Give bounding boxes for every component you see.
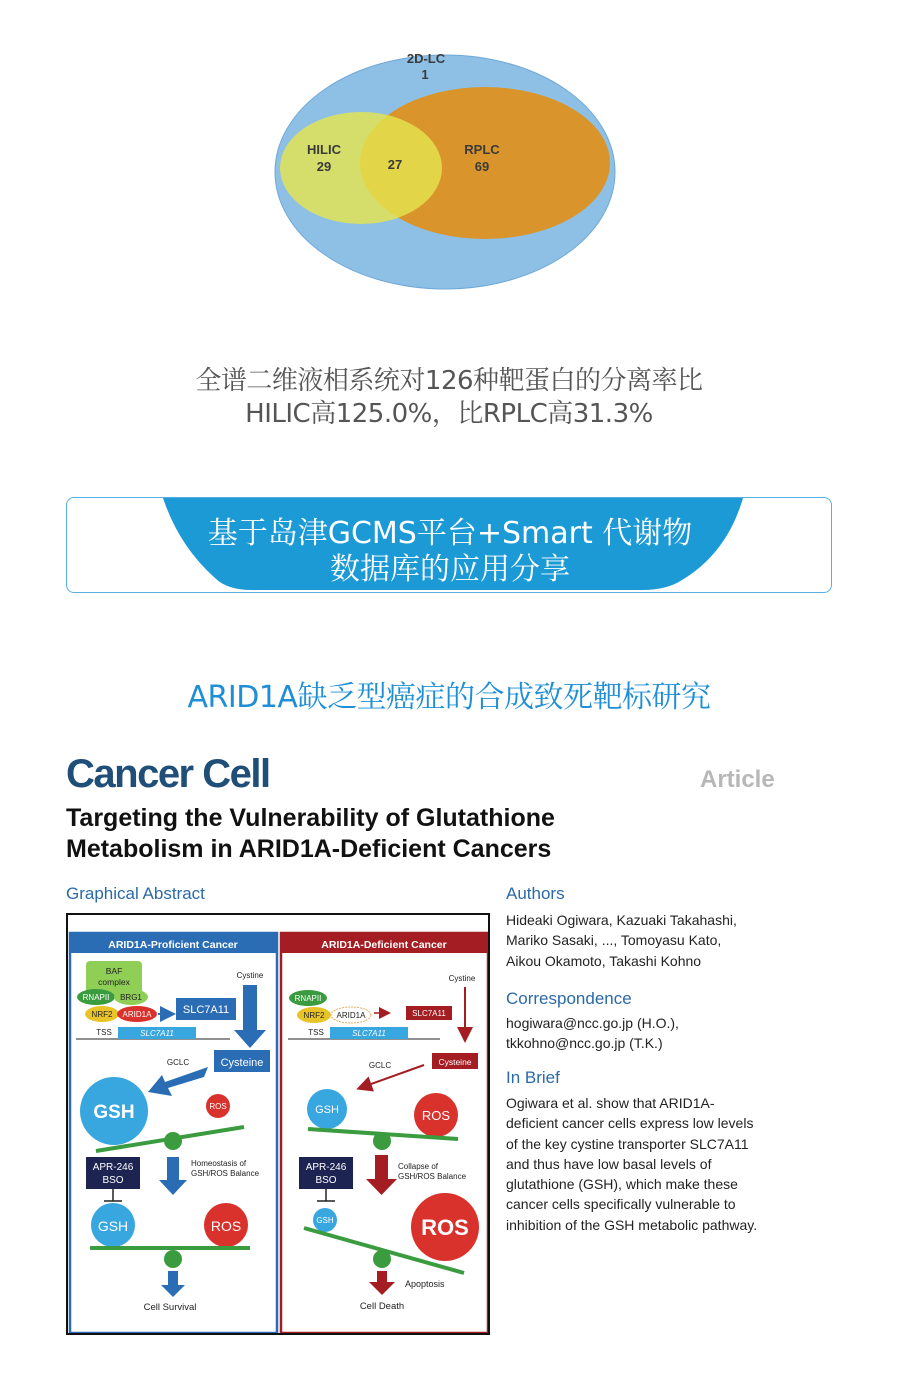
graphical-abstract (66, 913, 490, 1335)
journal-name: Cancer Cell (66, 752, 270, 796)
in-brief-line: and thus have low basal levels of (506, 1155, 712, 1172)
apr246-label-def: APR-246 (305, 1162, 347, 1173)
cysteine-label: Cysteine (220, 1057, 264, 1069)
deficient-title: ARID1A-Deficient Cancer (321, 939, 447, 951)
caption-line-2: HILIC高125.0%，比RPLC高31.3% (245, 399, 653, 429)
deficient-panel (281, 933, 488, 1333)
banner-line-1: 基于岛津GCMS平台+Smart 代谢物 (207, 516, 693, 551)
rnapii-label: RNAPII (82, 993, 110, 1002)
fulcrum-def (373, 1132, 391, 1150)
authors-heading: Authors (506, 884, 565, 903)
cystine-arrow (234, 985, 266, 1048)
ros-label-mid: ROS (210, 1218, 242, 1234)
arid1a-label: ARID1A (122, 1010, 152, 1019)
homeostasis-arrow (159, 1157, 187, 1195)
nrf2-label-def: NRF2 (303, 1011, 325, 1020)
paper-title-line-2: Metabolism in ARID1A-Deficient Cancers (66, 835, 552, 863)
slc7a11-gene-label: SLC7A11 (140, 1029, 174, 1038)
nrf2-label: NRF2 (91, 1010, 113, 1019)
complex-label: complex (98, 977, 130, 987)
gsh-label-small-def: GSH (315, 1104, 339, 1116)
slc7a11-label-def: SLC7A11 (412, 1009, 446, 1018)
slc7a11-label: SLC7A11 (182, 1004, 230, 1016)
collapse-arrow (366, 1155, 397, 1195)
proficient-panel (70, 933, 277, 1333)
cysteine-label-def: Cysteine (438, 1057, 472, 1067)
venn-2dlc-label: 2D-LC (406, 51, 446, 66)
venn-diagram (0, 0, 898, 330)
in-brief-line: deficient cancer cells express low levels (506, 1115, 754, 1132)
venn-hilic-ellipse (280, 112, 442, 224)
authors-list (506, 910, 737, 971)
section-title: ARID1A缺乏型癌症的合成致死靶标研究 (187, 680, 711, 715)
fulcrum-level (164, 1250, 182, 1268)
collapse-label-1: Collapse of (398, 1162, 439, 1171)
in-brief-line: glutathione (GSH), which make these (506, 1176, 738, 1193)
authors-line: Hideaki Ogiwara, Kazuaki Takahashi, (506, 912, 737, 928)
apoptosis-label: Apoptosis (405, 1279, 445, 1289)
paper-title-line-1: Targeting the Vulnerability of Glutathione (66, 804, 555, 832)
correspondence-line: hogiwara@ncc.go.jp (H.O.), (506, 1015, 679, 1031)
venn-hilic-value: 29 (316, 159, 332, 174)
brg1-label: BRG1 (120, 993, 142, 1002)
gsh-label-large: GSH (93, 1102, 135, 1123)
gclc-label-def: GCLC (368, 1061, 392, 1070)
homeostasis-label-2: GSH/ROS Balance (191, 1169, 260, 1178)
in-brief-line: inhibition of the GSH metabolic pathway. (506, 1216, 758, 1233)
death-arrow (369, 1271, 395, 1295)
arid1a-label-def: ARID1A (336, 1011, 366, 1020)
proficient-title: ARID1A-Proficient Cancer (108, 939, 238, 951)
homeostasis-label-1: Homeostasis of (191, 1159, 247, 1168)
in-brief-text (506, 1093, 757, 1235)
cell-death-label: Cell Death (359, 1301, 405, 1312)
banner (66, 497, 832, 593)
gsh-label-mid: GSH (97, 1218, 129, 1234)
graphical-abstract-heading: Graphical Abstract (66, 884, 205, 903)
authors-line: Aikou Okamoto, Takashi Kohno (506, 952, 702, 969)
in-brief-heading: In Brief (506, 1068, 560, 1087)
venn-2dlc-value: 1 (421, 67, 429, 82)
ros-label-def: ROS (421, 1108, 451, 1123)
authors-line: Mariko Sasaki, ..., Tomoyasu Kato, (506, 932, 722, 949)
venn-overlap-value: 27 (387, 157, 403, 172)
correspondence-heading: Correspondence (506, 989, 632, 1008)
correspondence-line: tkkohno@ncc.go.jp (T.K.) (506, 1035, 663, 1052)
tss-label-def: TSS (308, 1028, 324, 1037)
cystine-label: Cystine (236, 971, 264, 980)
fulcrum-tilted-def (373, 1250, 391, 1268)
in-brief-line: of the key cystine transporter SLC7A11 (506, 1135, 749, 1152)
gclc-arrow (148, 1067, 208, 1096)
in-brief-line: Ogiwara et al. show that ARID1A- (506, 1095, 715, 1111)
bso-label-def: BSO (315, 1175, 337, 1186)
slc7a11-gene-label-def: SLC7A11 (352, 1029, 386, 1038)
ros-label-large-def: ROS (421, 1215, 469, 1240)
collapse-label-2: GSH/ROS Balance (398, 1172, 467, 1181)
bso-label: BSO (102, 1175, 124, 1186)
tss-label: TSS (96, 1028, 112, 1037)
in-brief-line: cancer cells specifically vulnerable to (506, 1196, 736, 1213)
article-type: Article (700, 766, 775, 793)
gsh-label-tiny-def: GSH (316, 1216, 334, 1225)
cystine-label-def: Cystine (448, 974, 476, 983)
fulcrum (164, 1132, 182, 1150)
venn-rplc-value: 69 (474, 159, 490, 174)
ros-label-small: ROS (209, 1102, 227, 1111)
venn-hilic-label: HILIC (307, 142, 341, 157)
caption-line-1: 全谱二维液相系统对126种靶蛋白的分离率比 (195, 366, 703, 396)
baf-label: BAF (105, 966, 123, 976)
rnapii-label-def: RNAPII (294, 994, 322, 1003)
gclc-label: GCLC (166, 1058, 190, 1067)
survival-arrow (161, 1271, 185, 1297)
apr246-label: APR-246 (92, 1162, 134, 1173)
banner-line-2: 数据库的应用分享 (330, 552, 570, 587)
correspondence-list (506, 1013, 679, 1054)
cell-survival-label: Cell Survival (143, 1302, 197, 1313)
venn-rplc-label: RPLC (464, 142, 500, 157)
